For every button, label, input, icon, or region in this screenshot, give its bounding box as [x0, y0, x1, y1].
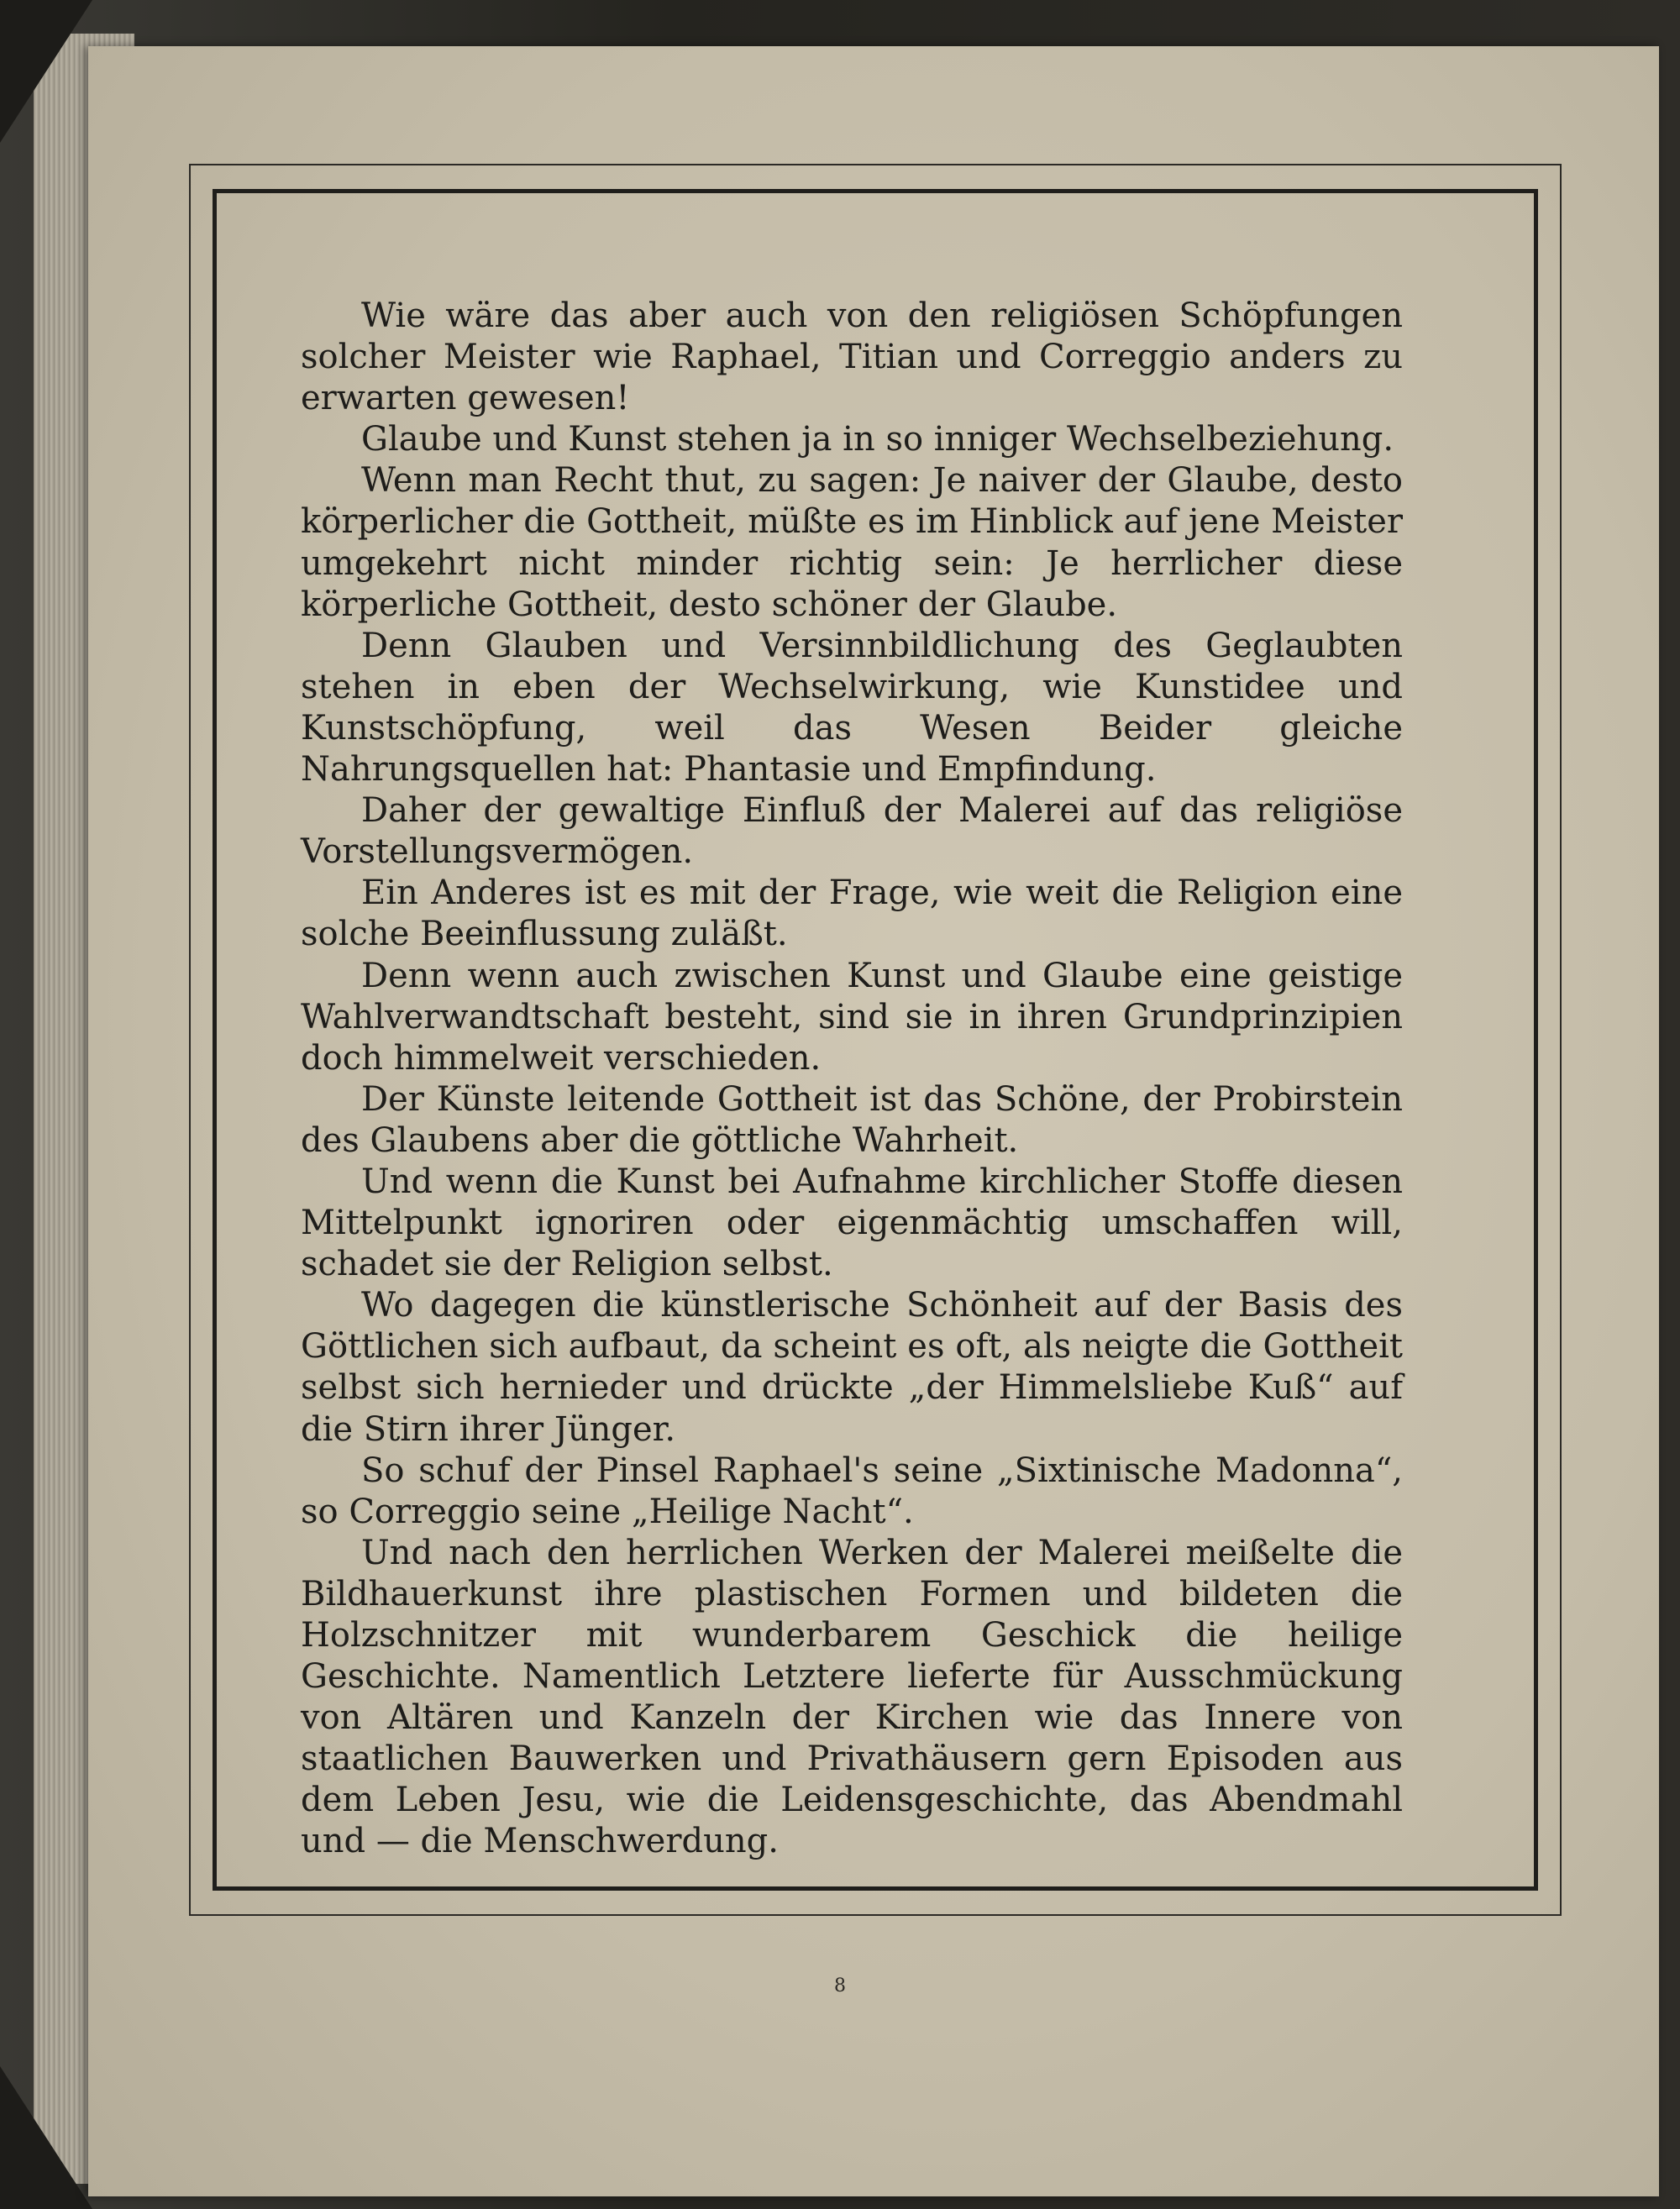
cover-corner-bottom-left	[0, 2066, 92, 2209]
paragraph: Und nach den herrlichen Werken der Malerei meißelte die Bildhauerkunst ihre plastischen Formen und bildeten die Holzschnitzer mit wunderbarem Geschick die heilige Geschichte. Namentlich Letztere lieferte für Ausschmückung von Altären und Kanzeln der Kirchen wie das Innere von staatlichen Bauwerken und Privathäusern gern Episoden aus dem Leben Jesu, wie die Leidensgeschichte, das Abendmahl und — die Menschwerdung.	[301, 1533, 1403, 1861]
page-number: 8	[834, 1976, 846, 1996]
paragraph: Denn Glauben und Versinnbildlichung des Geglaubten stehen in eben der Wechselwirkung, wie Kunstidee und Kunstschöpfung, weil das Wesen Beider gleiche Nahrungsquellen hat: Phantasie und Empfindung.	[301, 626, 1403, 790]
paragraph: So schuf der Pinsel Raphael's seine „Sixtinische Madonna“, so Correggio seine „Heilige Nacht“.	[301, 1451, 1403, 1531]
paragraph: Der Künste leitende Gottheit ist das Schöne, der Probirstein des Glaubens aber die göttliche Wahrheit.	[301, 1079, 1403, 1160]
paragraph: Wo dagegen die künstlerische Schönheit auf der Basis des Göttlichen sich aufbaut, da scheint es oft, als neigte die Gottheit selbst sich hernieder und drückte „der Himmelsliebe Kuß“ auf die Stirn ihrer Jünger.	[301, 1286, 1403, 1449]
paragraph: Denn wenn auch zwischen Kunst und Glaube eine geistige Wahlverwandtschaft besteht, sind sie in ihren Grundprinzipien doch himmelweit verschieden.	[301, 956, 1403, 1078]
paragraph: Und wenn die Kunst bei Aufnahme kirchlicher Stoffe diesen Mittelpunkt ignoriren oder eigenmächtig umschaffen will, schadet sie der Religion selbst.	[301, 1162, 1403, 1284]
paragraph: Wie wäre das aber auch von den religiösen Schöpfungen solcher Meister wie Raphael, Titian und Correggio anders zu erwarten gewesen!	[301, 296, 1403, 418]
paragraph: Glaube und Kunst stehen ja in so inniger Wechselbeziehung.	[361, 420, 1394, 459]
paragraph: Wenn man Recht thut, zu sagen: Je naiver der Glaube, desto körperlicher die Gottheit, müßte es im Hinblick auf jene Meister umgekehrt nicht minder richtig sein: Je herrlicher diese körperliche Gottheit, desto schöner der Glaube.	[301, 461, 1403, 624]
body-text	[301, 296, 1403, 1863]
paragraph: Daher der gewaltige Einfluß der Malerei auf das religiöse Vorstellungsvermögen.	[301, 791, 1403, 872]
paragraph: Ein Anderes ist es mit der Frage, wie weit die Religion eine solche Beeinflussung zuläßt.	[301, 874, 1403, 954]
cover-corner-top-left	[0, 0, 92, 143]
